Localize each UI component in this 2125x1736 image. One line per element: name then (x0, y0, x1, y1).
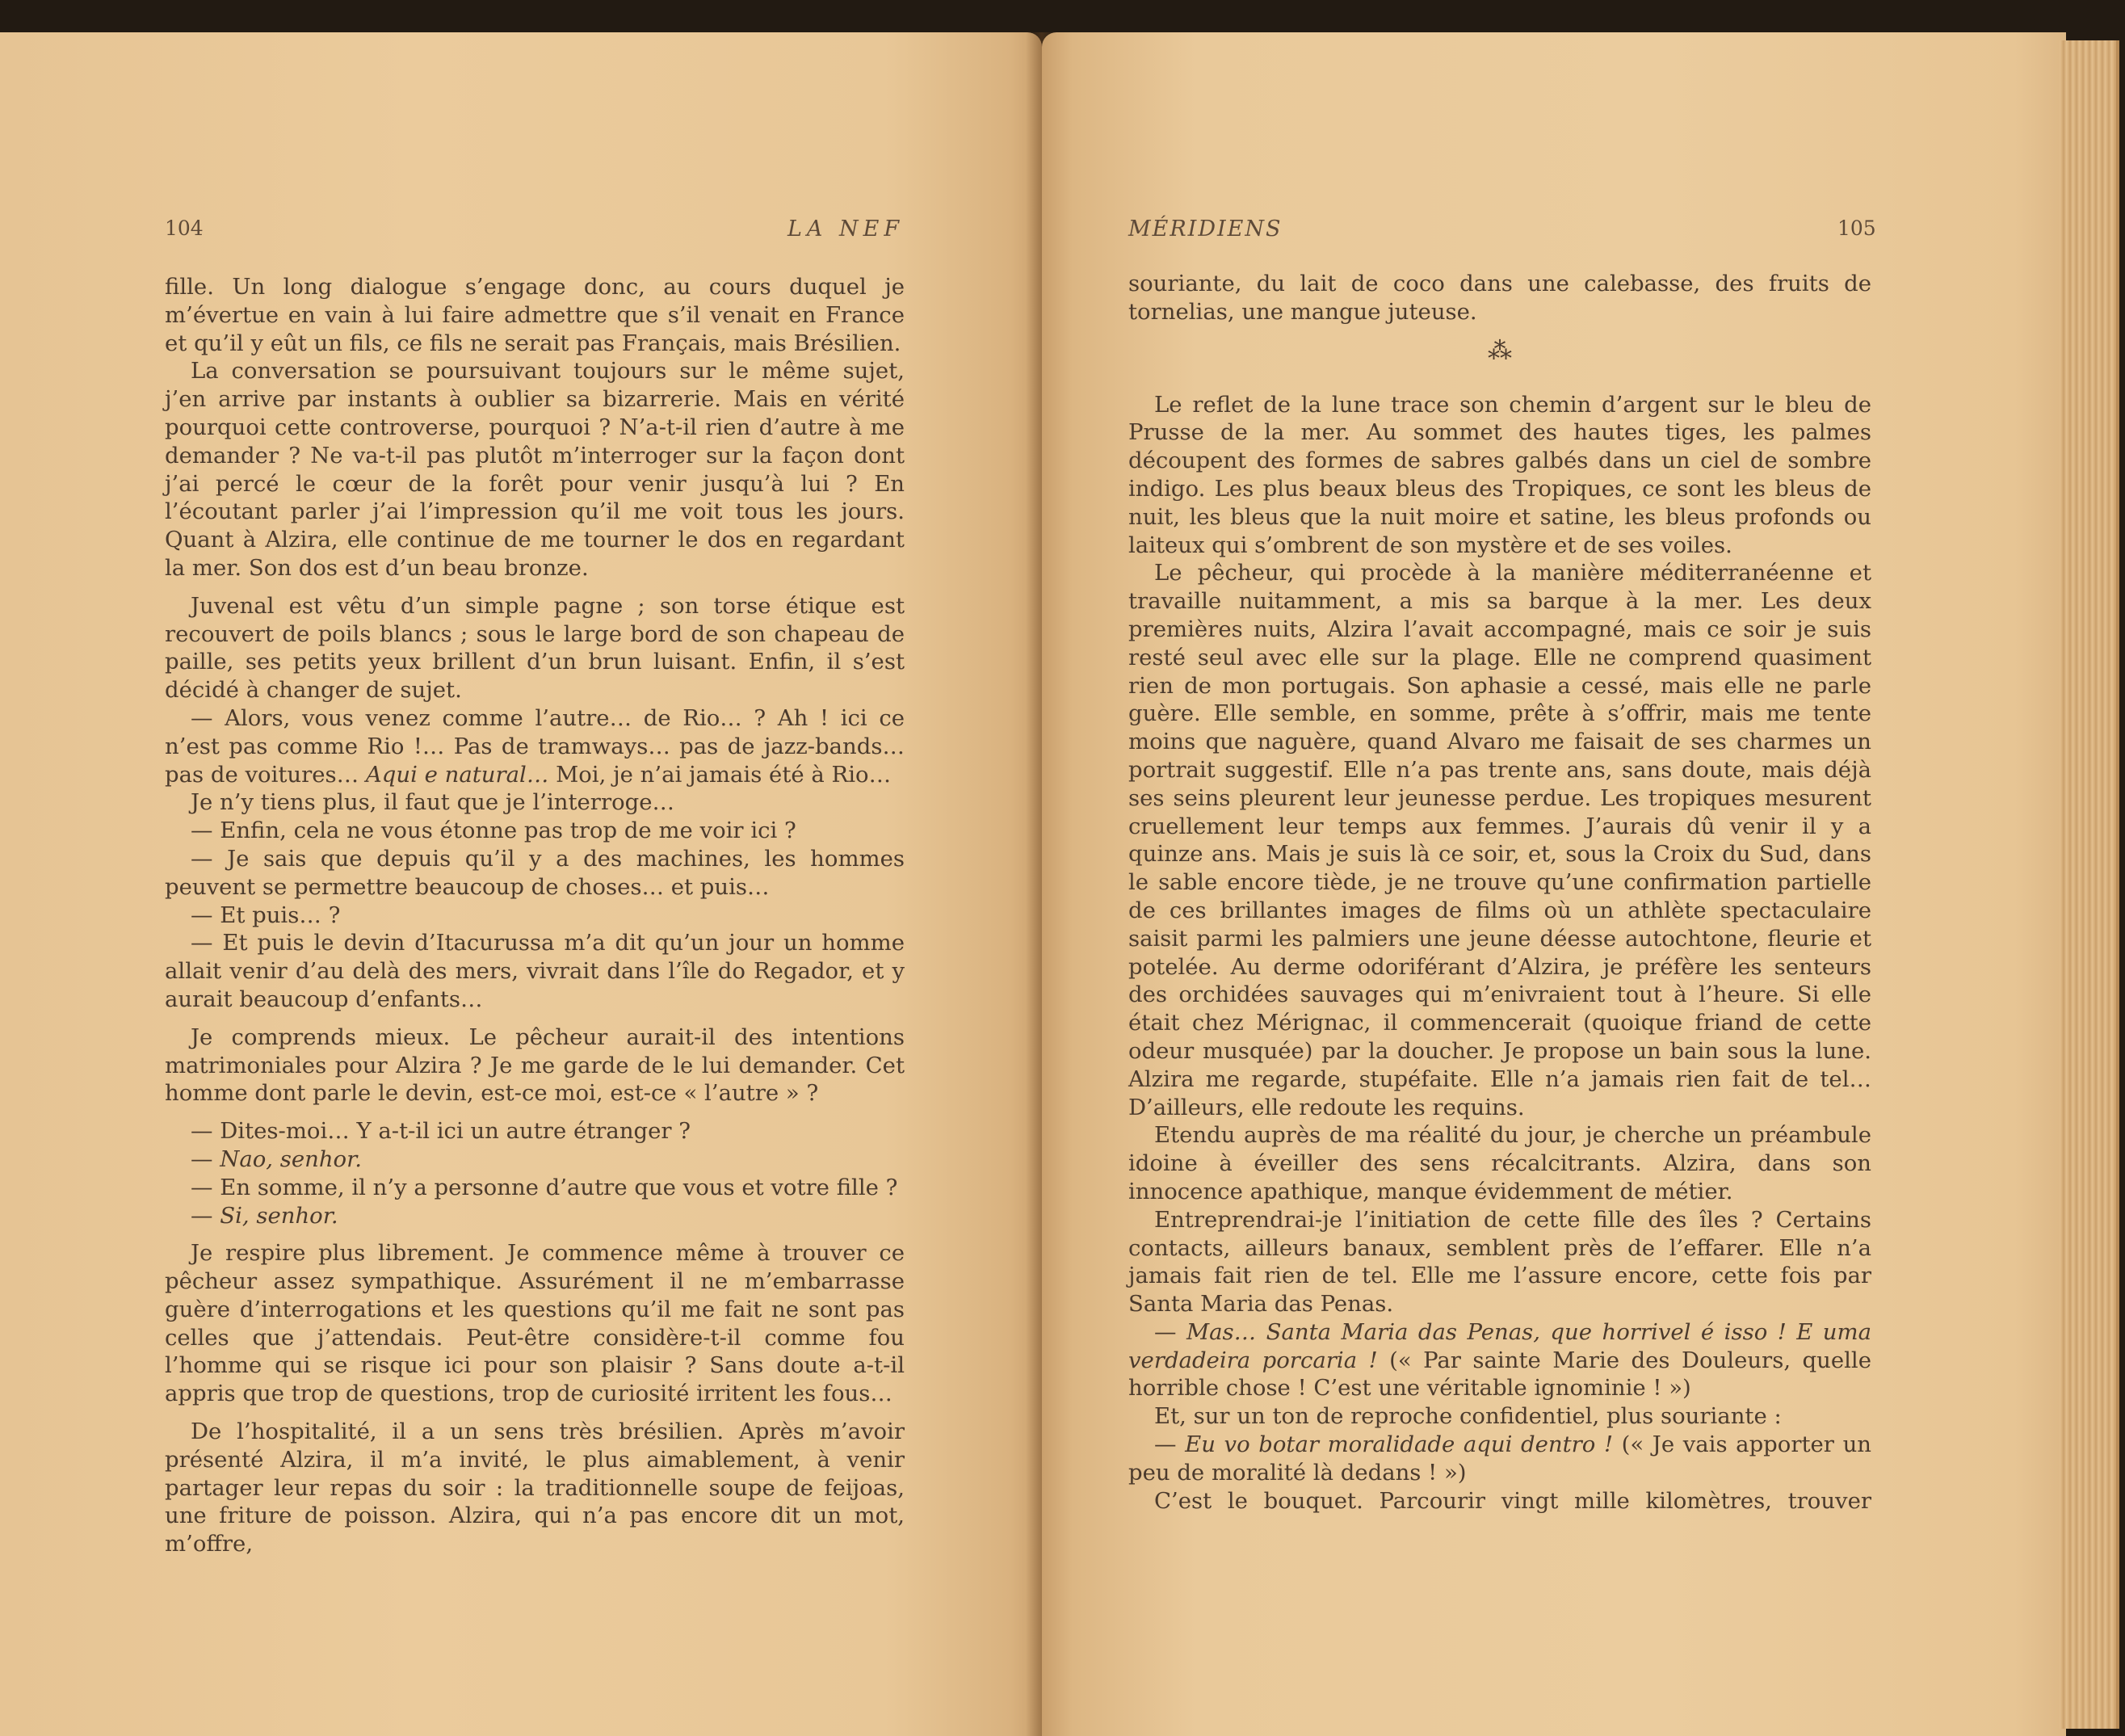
paragraph: Je comprends mieux. Le pêcheur aurait-il des intentions matrimoniales pour Alzira ? Je me garde de le lui demander. Cet homme dont parle le devin, est-ce moi, est-ce « l’autre » ? (165, 1024, 905, 1107)
page-edges (2060, 40, 2119, 1729)
left-page (0, 32, 1042, 1736)
paragraph: — Et puis… ? (191, 902, 341, 928)
paragraph: Etendu auprès de ma réalité du jour, je cherche un préambule idoine à éveiller des sens récalcitrants. Alzira, dans son innocence apathique, manque évidemment de métier. (1128, 1122, 1871, 1204)
left-page-text (165, 273, 905, 1558)
paragraph: — Alors, vous venez comme l’autre… de Rio… ? Ah ! ici ce n’est pas comme Rio !… Pas de tramways… pas de jazz-bands… pas de voitures… Aqui e natural… Moi, je n’ai jamais été à Rio… (165, 704, 905, 788)
right-page-text (1128, 270, 1871, 1515)
paragraph: De l’hospitalité, il a un sens très brésilien. Après m’avoir présenté Alzira, il m’a invité, le plus aimablement, à venir partager leur repas du soir : la traditionnelle soupe de feijoas, une friture de poisson. Alzira, qui n’a pas encore dit un mot, m’offre, (165, 1419, 905, 1557)
paragraph: Entreprendrai-je l’initiation de cette fille des îles ? Certains contacts, ailleurs banaux, semblent près de l’effarer. Elle n’a jamais fait rien de tel. Elle me l’assure encore, cette fois par Santa Maria das Penas. (1128, 1206, 1871, 1318)
right-page-number: 105 (1837, 216, 1876, 240)
paragraph: — Nao, senhor. (191, 1145, 362, 1172)
section-break-asterism: ⁂ (1488, 336, 1512, 365)
paragraph: La conversation se poursuivant toujours sur le même sujet, j’en arrive par instants à oublier sa bizarrerie. Mais en vérité pourquoi cette controverse, pourquoi ? N’a-t-il rien d’autre à me demander ? Ne va-t-il pas plutôt m’interroger sur la façon dont j’ai percé le cœur de la forêt pour venir jusqu’à lui ? En l’écoutant parler j’ai l’impression qu’il me voit tous les jours. Quant à Alzira, elle continue de me tourner le dos en regardant la mer. Son dos est d’un beau bronze. (165, 358, 905, 581)
paragraph: Le pêcheur, qui procède à la manière méditerranéenne et travaille nuitamment, a mis sa barque à la mer. Les deux premières nuits, Alzira l’avait accompagné, mais ce soir je suis resté seul avec elle sur la plage. Elle ne comprend quasiment rien de mon portugais. Son aphasie a cessé, mais elle ne parle guère. Elle semble, en somme, prête à s’offrir, mais me tente moins que naguère, quand Alvaro me faisait de ses charmes un portrait suggestif. Elle n’a pas trente ans, sans doute, mais déjà ses seins pleurent leur jeunesse perdue. Les tropiques mesurent cruellement leur temps aux femmes. J’aurais dû venir il y a quinze ans. Mais je suis là ce soir, et, sous la Croix du Sud, dans le sable encore tiède, je ne trouve qu’une confirmation partielle de ces brillantes images de films où un athlète spectaculaire saisit parmi les palmiers une jeune déesse autochtone, fleurie et potelée. Au derme odoriférant d’Alzira, je préfère les senteurs des orchidées sauvages qui m’enivraient tout à l’heure. Si elle était chez Mérignac, il commencerait (quoique friand de cette odeur musquée) par la doucher. Je propose un bain sous la lune. Alzira me regarde, stupéfaite. Elle n’a jamais rien fait de tel… D’ailleurs, elle redoute les requins. (1128, 560, 1871, 1120)
paragraph: Juvenal est vêtu d’un simple pagne ; son torse étique est recouvert de poils blancs ; sous le large bord de son chapeau de paille, ses petits yeux brillent d’un brun luisant. Enfin, il s’est décidé à changer de sujet. (165, 592, 905, 704)
paragraph: C’est le bouquet. Parcourir vingt mille kilomètres, trouver (1154, 1487, 1871, 1514)
left-page-number: 104 (165, 216, 204, 240)
paragraph: Je n’y tiens plus, il faut que je l’interroge… (191, 789, 675, 816)
paragraph: — Mas… Santa Maria das Penas, que horrivel é isso ! E uma verdadeira porcaria ! (« Par sainte Marie des Douleurs, quelle horrible chose ! C’est une véritable ignominie ! ») (1128, 1318, 1871, 1402)
paragraph: — Dites-moi… Y a-t-il ici un autre étranger ? (191, 1118, 691, 1145)
right-running-head: MÉRIDIENS (1128, 216, 1283, 242)
paragraph: — Eu vo botar moralidade aqui dentro ! (« Je vais apporter un peu de moralité là dedans ! ») (1128, 1431, 1871, 1486)
paragraph: — En somme, il n’y a personne d’autre que vous et votre fille ? (191, 1174, 898, 1200)
paragraph: — Je sais que depuis qu’il y a des machines, les hommes peuvent se permettre beaucoup de choses… et puis… (165, 845, 905, 900)
paragraph: souriante, du lait de coco dans une calebasse, des fruits de tornelias, une mangue juteuse. (1128, 271, 1871, 325)
paragraph: Je respire plus librement. Je commence même à trouver ce pêcheur assez sympathique. Assurément il ne m’embarrasse guère d’interrogations et les questions qu’il me fait ne sont pas celles que j’attendais. Peut-être considère-t-il comme fou l’homme qui se risque ici pour son plaisir ? Sans doute a-t-il appris que trop de questions, trop de curiosité irritent les fous… (165, 1240, 905, 1407)
paragraph: Et, sur un ton de reproche confidentiel, plus souriante : (1154, 1403, 1782, 1430)
paragraph: — Et puis le devin d’Itacurussa m’a dit qu’un jour un homme allait venir d’au delà des mers, vivrait dans l’île do Regador, et y aurait beaucoup d’enfants… (165, 930, 905, 1012)
left-running-head: LA NEF (787, 216, 905, 242)
paragraph: — Si, senhor. (191, 1202, 338, 1229)
paragraph: fille. Un long dialogue s’engage donc, au cours duquel je m’évertue en vain à lui faire admettre que s’il venait en France et qu’il y eût un fils, ce fils ne serait pas Français, mais Brésilien. (165, 274, 905, 356)
paragraph: Le reflet de la lune trace son chemin d’argent sur le bleu de Prusse de la mer. Au sommet des hautes tiges, les palmes découpent des formes de sabres galbés dans un ciel de sombre indigo. Les plus beaux bleus des Tropiques, ce sont les bleus de nuit, les bleus que la nuit moire et satine, les bleus profonds ou laiteux qui s’ombrent de son mystère et de ses voiles. (1128, 391, 1871, 558)
right-page (1042, 32, 2066, 1736)
paragraph: — Enfin, cela ne vous étonne pas trop de me voir ici ? (191, 818, 796, 844)
